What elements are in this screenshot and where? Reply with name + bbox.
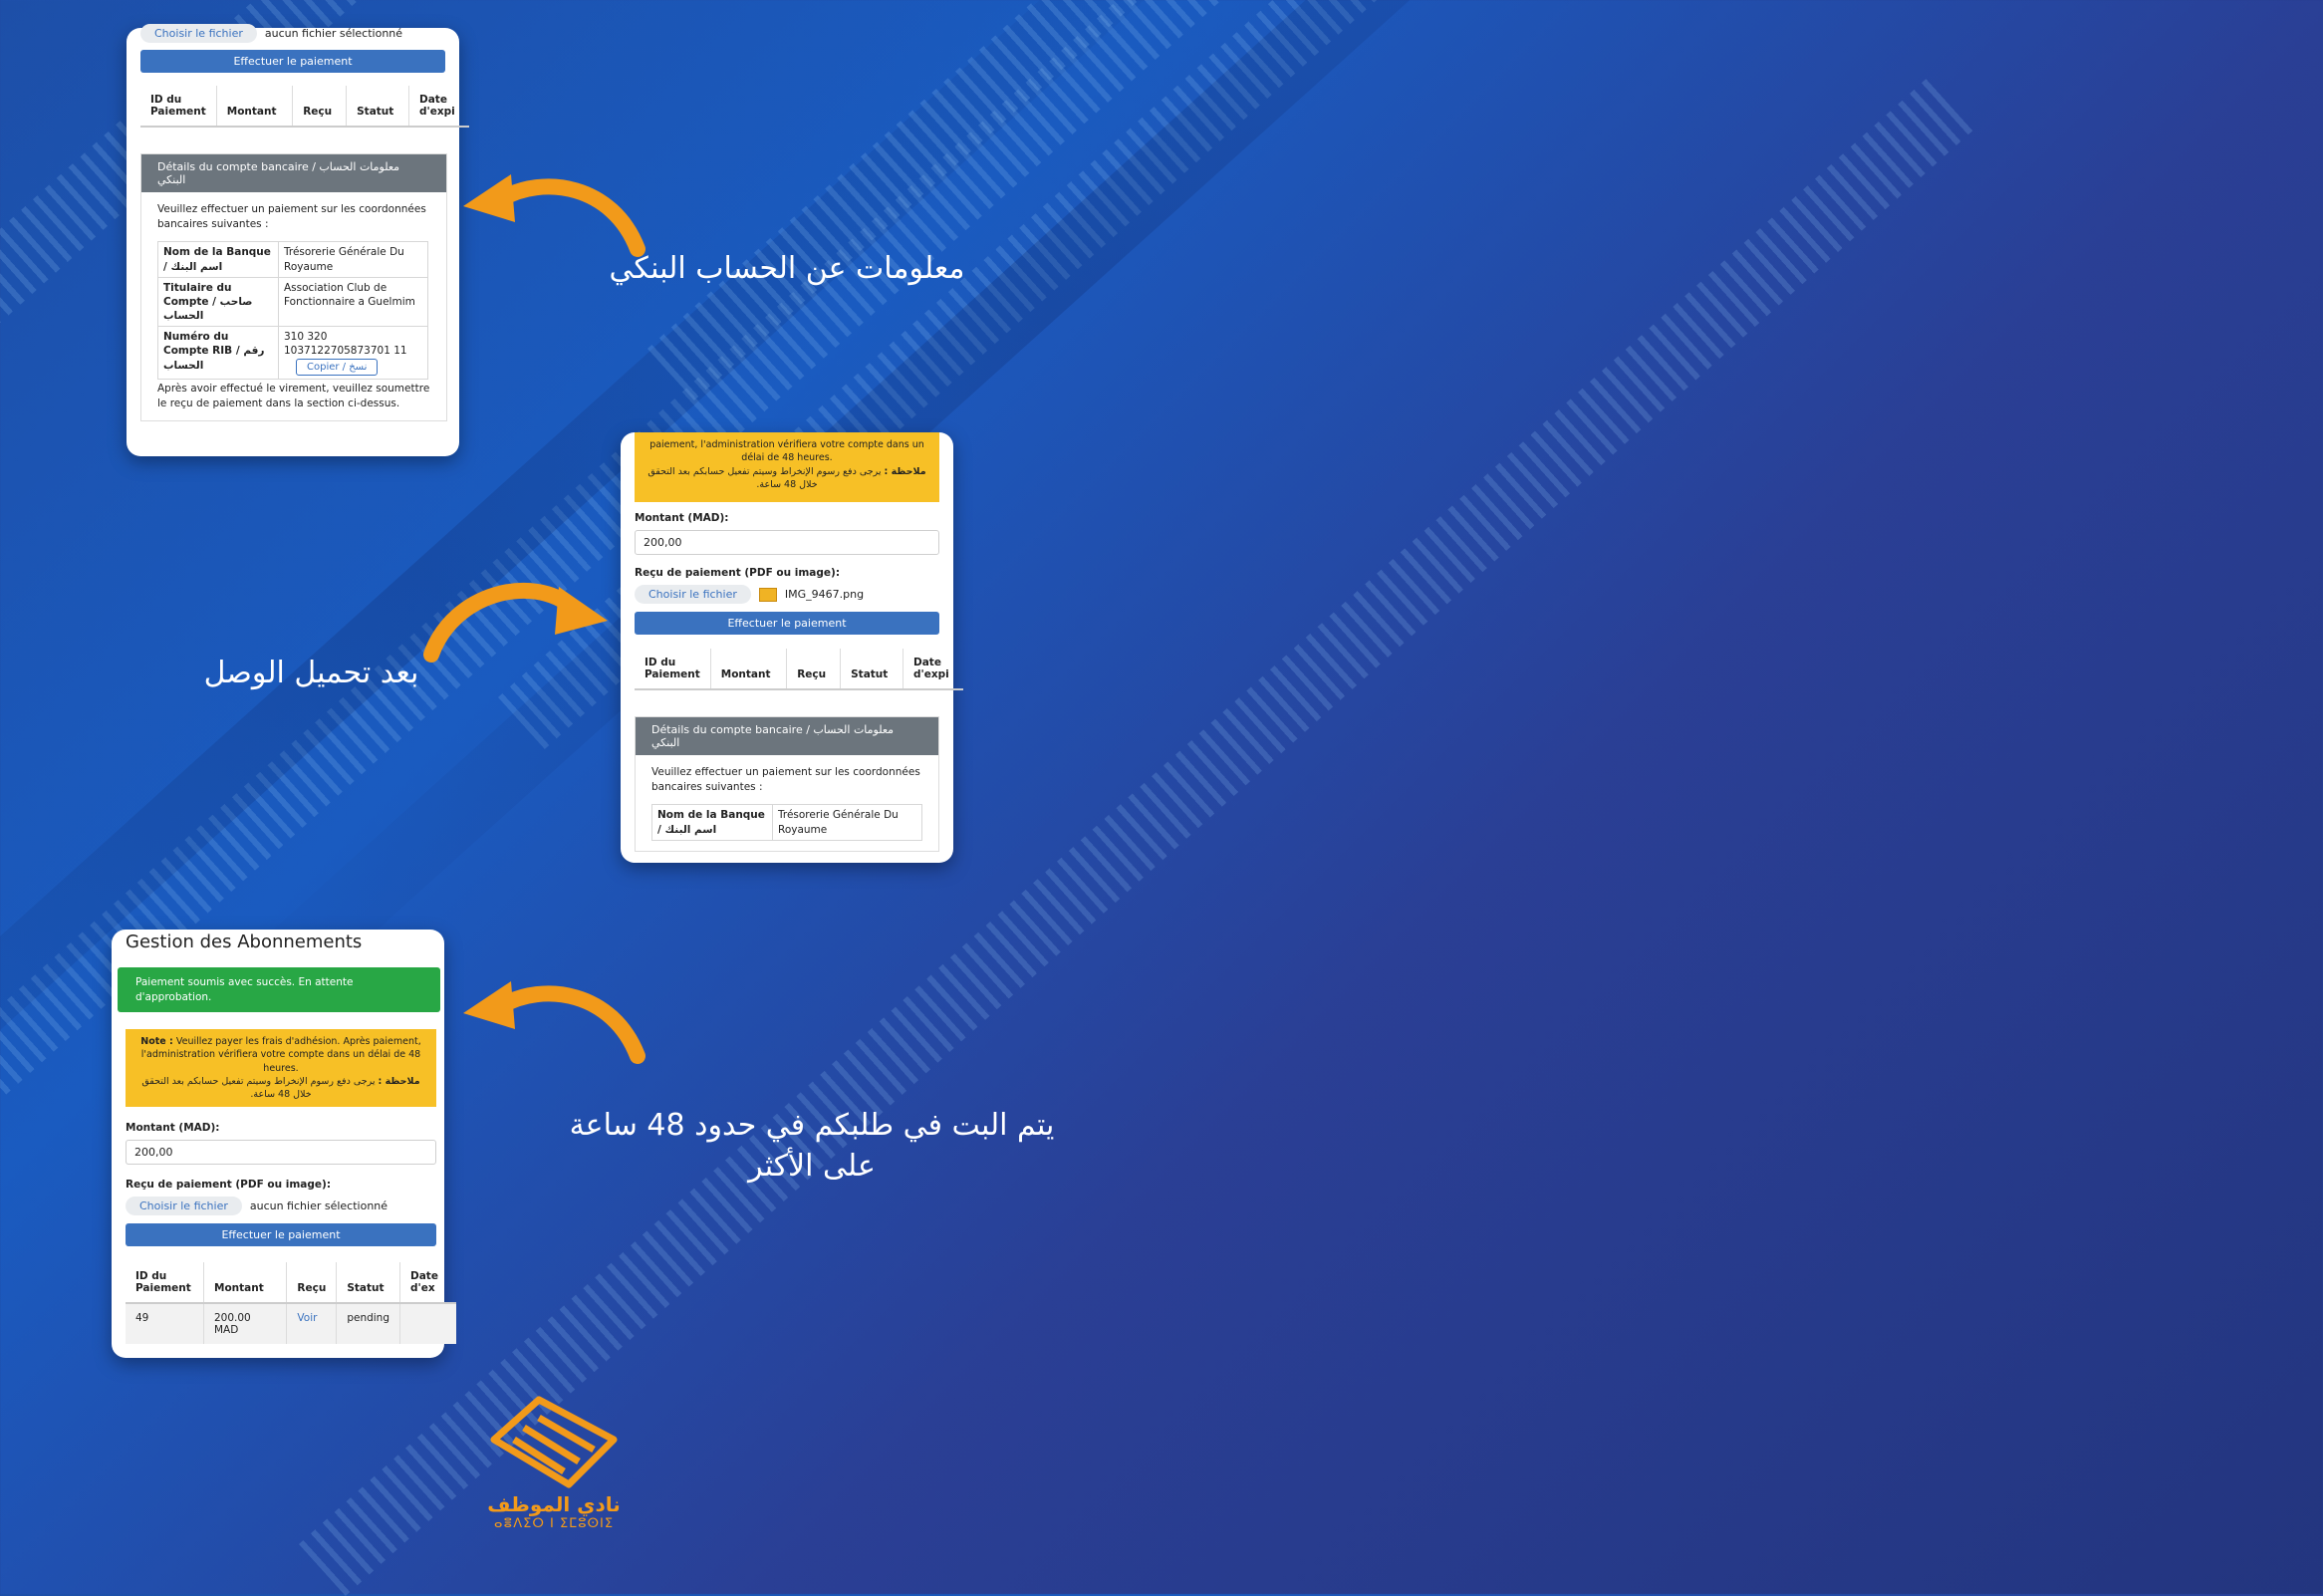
rib-label: Numéro du Compte RIB / رقم الحساب (158, 327, 279, 380)
bank-table (157, 241, 428, 380)
note-box (635, 432, 939, 502)
col-date: Date d'ex (410, 1270, 438, 1294)
cell-amount: 200.00 MAD (204, 1303, 287, 1344)
arrow-to-subscription-icon (463, 971, 652, 1066)
caption-decision (543, 1106, 1081, 1187)
col-amount: Montant (710, 649, 786, 689)
file-input-row (140, 24, 402, 43)
col-amount: Montant (204, 1262, 287, 1303)
file-status: aucun fichier sélectionné (264, 27, 403, 40)
handshake-logo-icon (484, 1390, 624, 1494)
note-fr-title: Note : (140, 1036, 173, 1047)
payments-table (126, 1262, 456, 1344)
bg-stripe (299, 78, 1974, 1596)
col-id: ID du Paiement (140, 86, 216, 127)
file-input-row (126, 1197, 436, 1215)
receipt-label: Reçu de paiement (PDF ou image): (635, 567, 841, 579)
col-id: ID du Paiement (126, 1262, 204, 1303)
col-date: Date d'expi (913, 657, 949, 680)
holder-label: Titulaire du Compte / صاحب الحساب (158, 277, 279, 327)
submit-payment-button[interactable]: Effectuer le paiement (140, 50, 445, 73)
note-ar-line (645, 465, 929, 492)
screenshot-bank-details (127, 28, 459, 456)
note-ar-text: يرجى دفع رسوم الإنخراط وسيتم تفعيل حسابكم بعد التحقق خلال 48 ساعة. (647, 465, 882, 490)
page-title: Gestion des Abonnements (126, 931, 363, 952)
bank-card (635, 716, 939, 852)
bank-header: Détails du compte bancaire / معلومات الحساب البنكي (636, 717, 938, 755)
success-alert: Paiement soumis avec succès. En attente d'approbation. (118, 967, 440, 1012)
col-id: ID du Paiement (635, 649, 710, 689)
screenshot-subscription (112, 930, 444, 1358)
cell-id: 49 (126, 1303, 204, 1344)
holder-value: Association Club de Fonctionnaire a Guelmim (279, 277, 428, 327)
bank-header: Détails du compte bancaire / معلومات الحساب البنكي (141, 154, 446, 192)
note-ar-line (135, 1075, 426, 1102)
cell-date (400, 1303, 457, 1344)
file-status: aucun fichier sélectionné (249, 1199, 388, 1212)
copy-rib-button[interactable]: Copier / نسخ (296, 359, 378, 377)
bank-intro: Veuillez effectuer un paiement sur les coordonnées bancaires suivantes : (157, 203, 426, 230)
arrow-to-upload-icon (423, 573, 613, 663)
bank-intro: Veuillez effectuer un paiement sur les coordonnées bancaires suivantes : (651, 766, 920, 793)
amount-label: Montant (MAD): (126, 1122, 220, 1134)
payments-table (140, 86, 469, 128)
file-name: IMG_9467.png (784, 588, 865, 601)
note-fr-text: Veuillez payer les frais d'adhésion. Après paiement, l'administration vérifiera votre compte dans un délai de 48 heures. (140, 1036, 421, 1074)
col-status: Statut (841, 649, 903, 689)
cell-receipt-link[interactable]: Voir (287, 1303, 337, 1344)
bank-after-text: Après avoir effectué le virement, veuillez soumettre le reçu de paiement dans la section ci-dessus. (157, 383, 430, 409)
submit-payment-button[interactable]: Effectuer le paiement (126, 1223, 436, 1246)
screenshot-after-upload (621, 432, 953, 863)
rib-value-line2: 1037122705873701 11 (284, 345, 407, 358)
payments-table-wrap (635, 649, 949, 690)
col-status: Statut (337, 1262, 400, 1303)
file-image-icon (759, 588, 777, 602)
cell-status: pending (337, 1303, 400, 1344)
arrow-to-bank-icon (463, 164, 652, 259)
caption-after-upload: بعد تحميل الوصل (203, 656, 419, 690)
amount-input[interactable]: 200,00 (635, 530, 939, 555)
logo-name: نادي الموظف (487, 1492, 621, 1516)
bank-name-label: Nom de la Banque / اسم البنك (652, 805, 773, 840)
amount-input[interactable]: 200,00 (126, 1140, 436, 1165)
amount-label: Montant (MAD): (635, 512, 729, 524)
file-input-row (635, 585, 939, 604)
col-date: Date d'expi (419, 94, 455, 118)
receipt-label: Reçu de paiement (PDF ou image): (126, 1179, 332, 1191)
logo-tifinagh: ⴰⴻⴷⵉⵔ ⵏ ⵉⵎⵓⵙⵏⵉ (493, 1516, 615, 1531)
bank-name-label: Nom de la Banque / اسم البنك (158, 242, 279, 277)
payments-table-wrap (140, 86, 455, 128)
bank-name-value: Trésorerie Générale Du Royaume (279, 242, 428, 277)
caption-bank-info: معلومات عن الحساب البنكي (609, 251, 965, 286)
payments-table-wrap (126, 1262, 436, 1344)
note-ar-title: ملاحظة : (378, 1075, 420, 1087)
col-status: Statut (347, 86, 409, 127)
payments-table (635, 649, 963, 690)
bank-name-value: Trésorerie Générale Du Royaume (773, 805, 922, 840)
col-receipt: Reçu (787, 649, 841, 689)
rib-value-line1: 310 320 (284, 331, 328, 344)
choose-file-button[interactable]: Choisir le fichier (140, 24, 257, 43)
note-ar-text: يرجى دفع رسوم الإنخراط وسيتم تفعيل حسابكم بعد التحقق خلال 48 ساعة. (141, 1075, 376, 1101)
bank-card (140, 153, 447, 421)
choose-file-button[interactable]: Choisir le fichier (635, 585, 751, 604)
submit-payment-button[interactable]: Effectuer le paiement (635, 612, 939, 635)
note-ar-title: ملاحظة : (884, 465, 926, 477)
bank-table (651, 804, 922, 840)
club-logo (484, 1390, 624, 1531)
caption-decision-line1: يتم البت في طلبكم في حدود 48 ساعة (569, 1108, 1055, 1143)
note-fr-text: paiement, l'administration vérifiera votre compte dans un délai de 48 heures. (649, 439, 924, 464)
choose-file-button[interactable]: Choisir le fichier (126, 1197, 242, 1215)
col-receipt: Reçu (287, 1262, 337, 1303)
col-amount: Montant (216, 86, 292, 127)
caption-decision-line2: على الأكثر (748, 1148, 876, 1184)
table-row (126, 1303, 456, 1344)
note-box (126, 1029, 436, 1107)
col-receipt: Reçu (293, 86, 347, 127)
